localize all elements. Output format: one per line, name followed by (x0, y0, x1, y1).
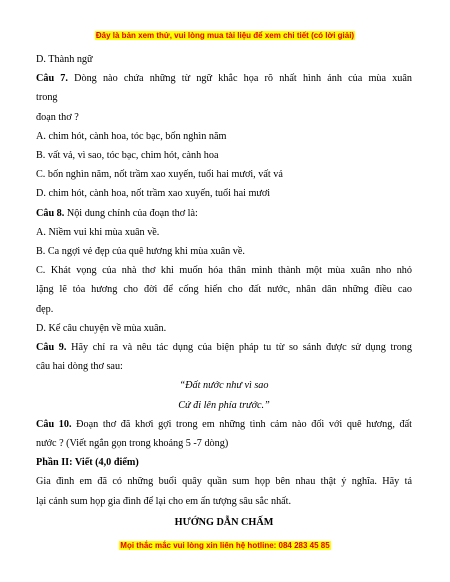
part-2-line-2: lại cảnh sum họp gia đình để lại cho em ấn tượng sâu sắc nhất. (36, 495, 292, 507)
preview-notice-banner (0, 25, 450, 43)
question-8-option-b: B. Ca ngợi vẻ đẹp của quê hương khi mùa xuân về. (36, 246, 245, 258)
question-7-line-2: trong (36, 92, 58, 104)
question-7-option-a: A. chim hót, cành hoa, tóc bạc, bốn nghìn năm (36, 130, 227, 142)
hotline-notice-text: Mọi thắc mắc vui lòng xin liên hệ hotline: 084 283 45 85 (120, 541, 330, 550)
question-8-option-d: D. Kể câu chuyện về mùa xuân. (36, 322, 167, 334)
question-8-option-c-line-3: đẹp. (36, 303, 54, 315)
question-7-option-d: D. chim hót, cành hoa, nốt trầm xao xuyến, tuổi hai mươi (36, 188, 271, 200)
preview-notice-text: Đây là bản xem thử, vui lòng mua tài liệu để xem chi tiết (có lời giải) (95, 31, 355, 40)
question-10-text: Đoạn thơ đã khơi gợi trong em những tình cảm nào đối với quê hương, đất (71, 418, 412, 430)
grading-guide-heading: HƯỚNG DẪN CHẤM (174, 516, 274, 528)
hotline-notice-banner (0, 535, 450, 553)
question-7-text: Dòng nào chứa những từ ngữ khắc họa rõ nhất hình ảnh của mùa xuân (67, 73, 412, 85)
question-7-label: Câu 7. (36, 73, 68, 85)
question-9-line-1 (36, 338, 412, 357)
question-8-text: Nội dung chính của đoạn thơ là: (64, 207, 198, 219)
poem-line-1: “Đất nước như vì sao (179, 380, 269, 392)
question-10-line-1 (36, 415, 412, 434)
question-8-label: Câu 8. (36, 207, 65, 219)
question-8-option-c-line-2: lặng lẽ tỏa hương cho đời để cống hiến cho đất nước, nhân dân những điều cao (36, 284, 412, 296)
question-8-option-c-line-1: C. Khát vọng của nhà thơ khi muốn hóa thân mình thành một mùa xuân nho nhỏ (36, 265, 412, 277)
question-10-line-2: nước ? (Viết ngắn gọn trong khoảng 5 -7 dòng) (36, 438, 229, 450)
part-2-line-1: Gia đình em đã có những buổi quây quần sum họp bên nhau thật ý nghĩa. Hãy tả (36, 476, 412, 488)
question-10-label: Câu 10. (36, 418, 72, 430)
question-9-text: Hãy chỉ ra và nêu tác dụng của biện pháp tu từ so sánh được sử dụng trong (66, 342, 412, 354)
document-body (36, 50, 412, 532)
previous-option-d: D. Thành ngữ (36, 54, 93, 65)
part-2-title: Phần II: Viết (4,0 điểm) (36, 457, 139, 469)
question-8 (36, 204, 412, 223)
question-7-option-b: B. vất vả, vì sao, tóc bạc, chim hót, cành hoa (36, 150, 219, 162)
question-9-line-2: câu hai dòng thơ sau: (36, 361, 123, 373)
question-7-line-3: đoạn thơ ? (36, 111, 79, 123)
question-7-option-c: C. bốn nghìn năm, nốt trầm xao xuyến, tuổi hai mươi, vất vả (36, 169, 283, 181)
question-8-option-a: A. Niềm vui khi mùa xuân về. (36, 226, 160, 238)
question-9-label: Câu 9. (36, 342, 67, 354)
question-7-line-1 (36, 69, 412, 88)
poem-line-2: Cứ đi lên phía trước.” (178, 399, 270, 411)
